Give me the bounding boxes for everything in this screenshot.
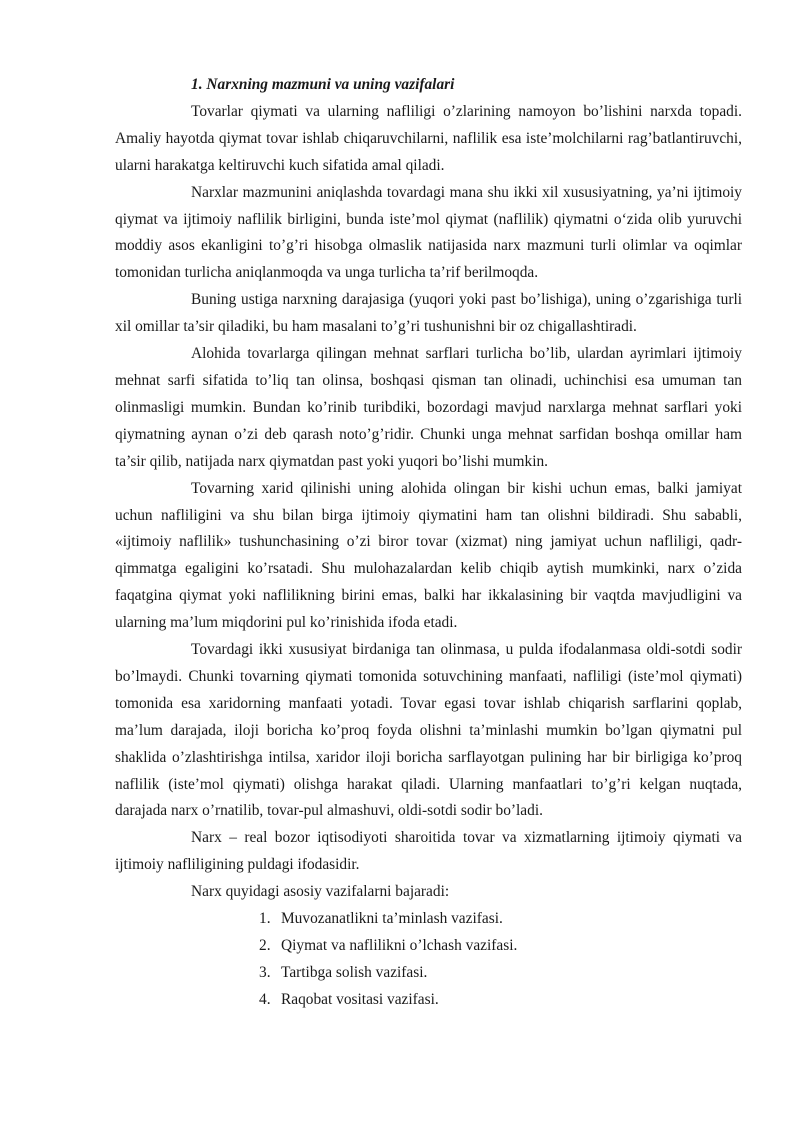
list-item-number: 3. (259, 963, 271, 981)
list-item-text: Raqobat vositasi vazifasi. (281, 990, 439, 1008)
paragraph: Tovardagi ikki xususiyat birdaniga tan olinmasa, u pulda ifodalanmasa oldi-sotdi sodir bo’lmaydi. Chunki tovarning qiymati tomonida sotuvchining manfaati, nafliligi (iste’mol qiymati) tomonida esa xaridorning manfaati yotadi. Tovar egasi tovar ishlab chiqarish sarflarini qoplab, ma’lum darajada, iloji boricha ko’proq foyda olishni ta’minlashi mumkin bo’lgan qiymatni pul shaklida o’zlashtirishga intilsa, xaridor iloji boricha sarflayotgan pulining har bir birligiga ko’proq naflilik (iste’mol qiymati) olishga harakat qiladi. Ularning manfaatlari to’g’ri kelgan nuqtada, darajada narx o’rnatilib, tovar-pul almashuvi, oldi-sotdi sodir bo’ladi. (115, 641, 742, 820)
list-item-number: 2. (259, 937, 271, 954)
list-item (259, 906, 742, 933)
paragraph: Narx – real bozor iqtisodiyoti sharoitida tovar va xizmatlarning ijtimoiy qiymati va ijtimoiy nafliligining puldagi ifodasidir. (115, 829, 742, 874)
paragraph: Buning ustiga narxning darajasiga (yuqori yoki past bo’lishiga), uning o’zgarishiga turli xil omillar ta’sir qiladiki, bu ham masalani to’g’ri tushunishni bir oz chigallashtiradi. (115, 291, 742, 336)
list-item-text: Qiymat va naflilikni o’lchash vazifasi. (281, 937, 518, 954)
section-heading: 1. Narxning mazmuni va uning vazifalari (191, 76, 455, 93)
list-item (259, 987, 742, 1014)
paragraph: Tovarning xarid qilinishi uning alohida olingan bir kishi uchun emas, balki jamiyat uchun nafliligini va shu bilan birga ijtimoiy qiymatini ham tan olishni bildiradi. Shu sababli, «ijtimoiy naflilik» tushunchasining o’zi biror tovar (xizmat) ning jamiyat uchun nafliligi, qadr-qimmatga egaligini ko’rsatadi. Shu mulohazalardan kelib chiqib aytish mumkinki, narx o’zida faqatgina qiymat yoki naflilikning birini emas, balki har ikkalasining bir vaqtda mavjudligini va ularning ma’lum miqdorini pul ko’rinishida ifoda etadi. (115, 479, 742, 632)
list-item-text: Tartibga solish vazifasi. (281, 963, 428, 981)
list-item (259, 960, 742, 987)
list-item-number: 4. (259, 990, 271, 1008)
functions-list (115, 906, 742, 1014)
list-item (259, 933, 742, 960)
list-item-number: 1. (259, 910, 271, 928)
paragraph: Alohida tovarlarga qilingan mehnat sarflari turlicha bo’lib, ulardan ayrimlari ijtimoiy mehnat sarfi sifatida to’liq tan olinsa, boshqasi qisman tan olinadi, uchinchisi esa umuman tan olinmasligi mumkin. Bundan ko’rinib turibdiki, bozordagi mavjud narxlarga mehnat sarflari yoki qiymatning aynan o’zi deb qarash noto’g’ridir. Chunki unga mehnat sarfidan boshqa omillar ham ta’sir qilib, natijada narx qiymatdan past yoki yuqori bo’lishi mumkin. (115, 345, 742, 470)
paragraph: Narx quyidagi asosiy vazifalarni bajaradi: (191, 883, 450, 901)
list-item-text: Muvozanatlikni ta’minlash vazifasi. (281, 910, 503, 928)
paragraph: Tovarlar qiymati va ularning nafliligi o’zlarining namoyon bo’lishini narxda topadi. Amaliy hayotda qiymat tovar ishlab chiqaruvchilarni, naflilik esa iste’molchilarni rag’batlantiruvchi, ularni harakatga keltiruvchi kuch sifatida amal qiladi. (115, 102, 742, 174)
document-page (115, 72, 742, 1014)
paragraph: Narxlar mazmunini aniqlashda tovardagi mana shu ikki xil xususiyatning, ya’ni ijtimoiy qiymat va ijtimoiy naflilik birligini, bunda iste’mol qiymat (naflilik) qiymatni oʻzida olib yuruvchi moddiy asos ekanligini to’g’ri hisobga olmaslik natijasida narx mazmuni turli olimlar va oqimlar tomonidan turlicha aniqlanmoqda va unga turlicha ta’rif berilmoqda. (115, 183, 742, 282)
